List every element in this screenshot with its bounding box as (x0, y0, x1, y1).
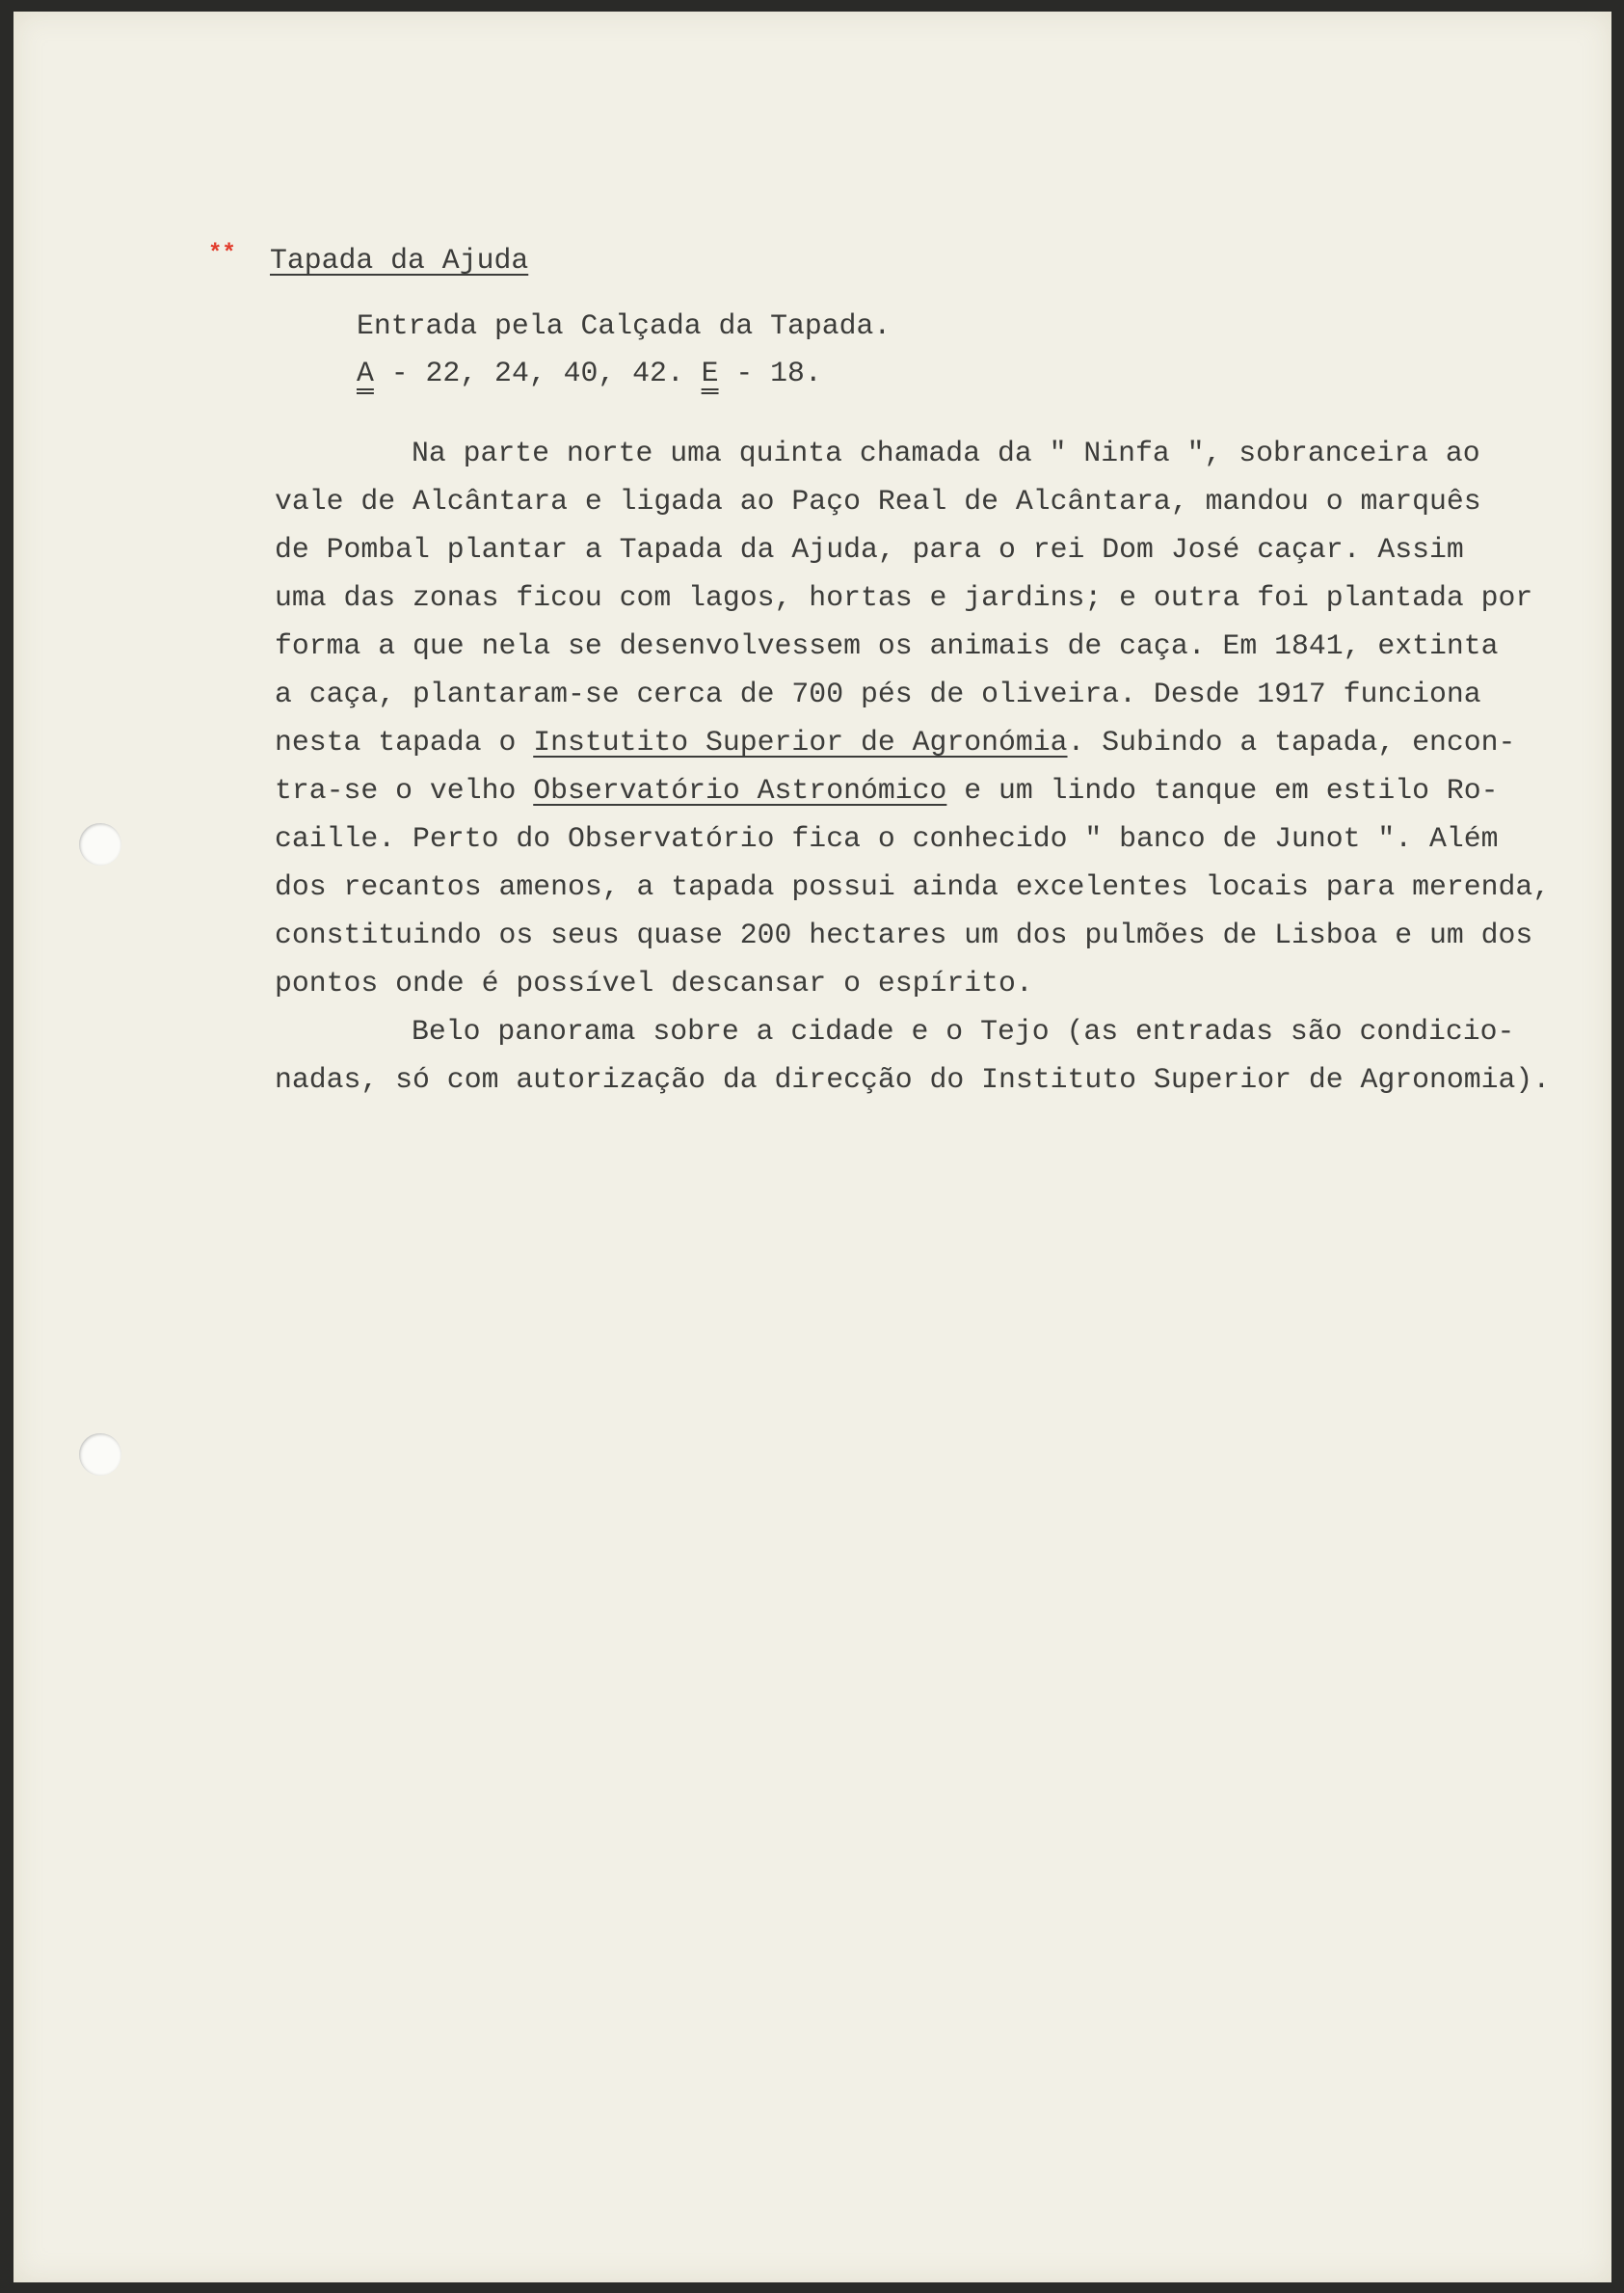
observatory-name-underlined: Observatório Astronómico (533, 774, 947, 807)
paragraph-line: uma das zonas ficou com lagos, hortas e jardins; e outra foi plantada por (275, 581, 1533, 614)
institute-name-underlined: Instutito Superior de Agronómia (533, 726, 1068, 759)
transport-routes (357, 357, 822, 389)
paragraph-line: nadas, só com autorização da direcção do Instituto Superior de Agronomia). (275, 1063, 1551, 1096)
punch-hole (79, 823, 121, 866)
paragraph-line: forma a que nela se desenvolvessem os animais de caça. Em 1841, extinta (275, 629, 1499, 662)
paragraph-line: de Pombal plantar a Tapada da Ajuda, para o rei Dom José caçar. Assim (275, 533, 1464, 566)
paragraph-line: vale de Alcântara e ligada ao Paço Real de Alcântara, mandou o marquês (275, 485, 1481, 518)
paragraph-line: Belo panorama sobre a cidade e o Tejo (as entradas são condicio- (412, 1015, 1515, 1048)
paragraph-line: caille. Perto do Observatório fica o conhecido " banco de Junot ". Além (275, 822, 1499, 855)
text: nesta tapada o (275, 726, 534, 759)
paragraph-line (275, 726, 1516, 759)
paragraph-line: a caça, plantaram-se cerca de 700 pés de oliveira. Desde 1917 funciona (275, 678, 1481, 710)
paragraph-line (275, 774, 1499, 807)
paragraph-line: dos recantos amenos, a tapada possui ainda excelentes locais para merenda, (275, 870, 1551, 903)
text: . Subindo a tapada, encon- (1067, 726, 1516, 759)
route-e-label: E (701, 357, 719, 389)
route-a-label: A (357, 357, 374, 389)
route-a-values: - 22, 24, 40, 42. (373, 357, 702, 389)
route-e-values: - 18. (718, 357, 822, 389)
paragraph-line: pontos onde é possível descansar o espírito. (275, 967, 1033, 1000)
text: tra-se o velho (275, 774, 534, 807)
punch-hole (79, 1433, 121, 1476)
entrance-line: Entrada pela Calçada da Tapada. (357, 309, 892, 342)
paragraph-line: constituindo os seus quase 200 hectares um dos pulmões de Lisboa e um dos (275, 919, 1533, 951)
paragraph-line: Na parte norte uma quinta chamada da " Ninfa ", sobranceira ao (412, 437, 1480, 469)
text: e um lindo tanque em estilo Ro- (946, 774, 1499, 807)
red-asterisk-marker: ** (208, 241, 236, 267)
document-page (13, 12, 1611, 2282)
page-title: Tapada da Ajuda (270, 244, 529, 277)
